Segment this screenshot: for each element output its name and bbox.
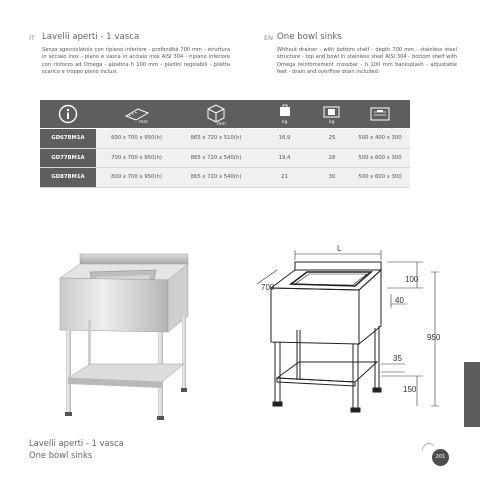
dimension-backsplash: 100 bbox=[405, 275, 419, 284]
packed-weight-kg-icon bbox=[321, 103, 343, 125]
lang-label-it: IT bbox=[29, 34, 35, 42]
dimension-shelf-height: 150 bbox=[403, 385, 417, 394]
section-title-it: Lavelli aperti - 1 vasca bbox=[42, 32, 140, 42]
header-cell-packaging bbox=[177, 100, 255, 129]
bowl-size-cell: 500 x 600 x 300 bbox=[350, 148, 410, 168]
section-title-en: One bowl sinks bbox=[277, 32, 342, 42]
packaging-cell: 865 x 720 x 540(h) bbox=[177, 148, 255, 168]
model-code: GD67BM1A bbox=[40, 129, 96, 149]
dimensions-cell: 600 x 700 x 950(h) bbox=[96, 129, 177, 149]
box-mm-icon bbox=[204, 103, 228, 125]
page-number: 201 bbox=[432, 449, 449, 466]
gross-weight-cell: 25 bbox=[314, 129, 350, 149]
packaging-cell: 865 x 720 x 510(h) bbox=[177, 129, 255, 149]
product-photo bbox=[50, 250, 210, 425]
header-cell-net-weight bbox=[255, 100, 314, 129]
decorative-swirl-icon bbox=[420, 440, 436, 452]
backsplash-outline bbox=[295, 262, 381, 270]
net-weight-cell: 21 bbox=[255, 168, 314, 188]
section-tab bbox=[464, 362, 480, 427]
spec-table bbox=[40, 100, 410, 188]
table-row bbox=[40, 148, 410, 168]
table-row bbox=[40, 129, 410, 149]
model-code: GD77BM1A bbox=[40, 148, 96, 168]
top-outline bbox=[271, 270, 381, 290]
table-header-row bbox=[40, 100, 410, 129]
technical-drawing bbox=[255, 240, 455, 430]
description-en: Without drainer - with bottom shelf - depth 700 mm - stainless steel structure - top and bowl in stainless steel AISI 304 - bottom shelf with Omega reinforcement crossbar - h 100 mm backsplash - adjustable feet - drain and overflow drain included. bbox=[277, 47, 457, 75]
info-icon bbox=[58, 104, 78, 124]
net-weight-cell: 16,9 bbox=[255, 129, 314, 149]
icon-unit-kg-packed: kg bbox=[329, 120, 335, 125]
front-skirt bbox=[271, 288, 359, 344]
dimensions-cell: 700 x 700 x 950(h) bbox=[96, 148, 177, 168]
dimension-depth: 700 bbox=[261, 283, 275, 292]
dimension-bowl-offset: 40 bbox=[395, 296, 404, 305]
gross-weight-cell: 30 bbox=[314, 168, 350, 188]
bowl-size-icon bbox=[369, 106, 391, 122]
dimension-shelf-gap: 35 bbox=[393, 354, 402, 363]
dimension-length: L bbox=[337, 244, 342, 253]
footer-title-it: Lavelli aperti - 1 vasca bbox=[29, 438, 124, 448]
net-weight-cell: 19,4 bbox=[255, 148, 314, 168]
table-row bbox=[40, 168, 410, 188]
header-cell-bowl bbox=[350, 100, 410, 129]
header-cell-info bbox=[40, 100, 96, 129]
bowl-size-cell: 500 x 400 x 300 bbox=[350, 129, 410, 149]
model-code: GD87BM1A bbox=[40, 168, 96, 188]
packaging-cell: 865 x 720 x 540(h) bbox=[177, 168, 255, 188]
description-it: Senza sgocciolatoio con ripiano inferiore - profondità 700 mm - struttura in acciaio inox - piano e vasca in acciaio inox AISI 304 - ripiano inferiore con rinforzo ad Omega - alzatina h 100 mm - piedini regolabili - piletta scarico e troppo pieno inclusi. bbox=[42, 47, 230, 75]
gross-weight-cell: 28 bbox=[314, 148, 350, 168]
dimensions-cell: 800 x 700 x 950(h) bbox=[96, 168, 177, 188]
icon-unit-kg: kg bbox=[281, 120, 287, 125]
weight-kg-icon bbox=[276, 103, 294, 125]
header-cell-gross-weight bbox=[314, 100, 350, 129]
ruler-mm-icon bbox=[124, 104, 150, 124]
footer-title-en: One bowl sinks bbox=[29, 450, 93, 460]
icon-unit-mm-box: mm bbox=[217, 122, 226, 125]
header-cell-dimensions bbox=[96, 100, 177, 129]
dimension-height: 950 bbox=[427, 333, 441, 342]
icon-unit-mm: mm bbox=[138, 120, 148, 124]
bowl-size-cell: 500 x 600 x 300 bbox=[350, 168, 410, 188]
lang-label-en: EN bbox=[264, 34, 273, 42]
